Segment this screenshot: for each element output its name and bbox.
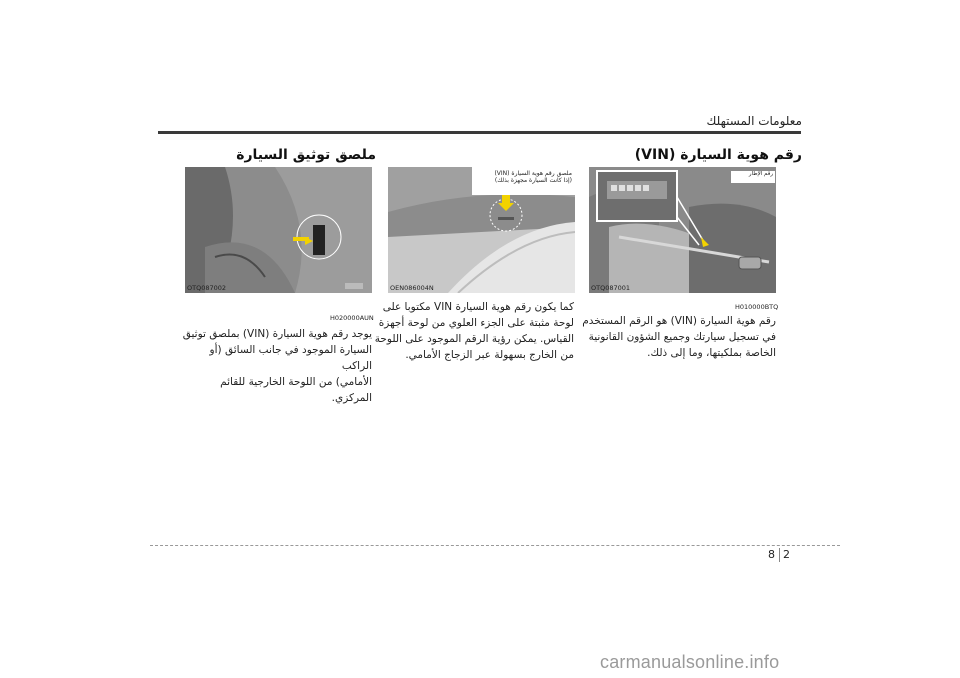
callout-line: ملصق رقم هوية السيارة (VIN) — [494, 170, 572, 177]
paragraph-line: لوحة مثبتة على الجزء العلوي من لوحة أجهزة — [378, 317, 574, 329]
right-ref-code: H010000BTQ — [735, 303, 779, 311]
page-number: 2 — [783, 548, 790, 561]
paragraph-line: السيارة الموجود في جانب السائق (أو الراكب — [209, 344, 372, 372]
right-photo-code: OTQ087001 — [591, 284, 631, 292]
footer-rule — [150, 545, 840, 546]
paragraph-line: القياس. يمكن رؤية الرقم الموجود على اللوحة — [374, 333, 574, 345]
left-photo-code: OTQ087002 — [187, 284, 227, 292]
paragraph-line: الخاصة بملكيتها، وما إلى ذلك. — [647, 347, 776, 359]
watermark: carmanualsonline.info — [600, 652, 780, 672]
callout-line: (إذا كانت السيارة مجهزة بذلك) — [494, 177, 572, 184]
paragraph-line: يوجد رقم هوية السيارة (VIN) بملصق توثيق — [182, 328, 372, 340]
page-number-divider — [779, 548, 780, 562]
left-ref-code: H020000AUN — [330, 314, 374, 322]
header-rule — [158, 131, 801, 134]
vin-description — [576, 313, 776, 361]
paragraph-line: في تسجيل سيارتك وجميع الشؤون القانونية — [588, 331, 776, 343]
paragraph-line: من الخارج بسهولة عبر الزجاج الأمامي. — [405, 349, 574, 361]
middle-photo-code: OEN086004N — [390, 284, 434, 292]
certification-label-description — [182, 326, 372, 406]
vin-label-callout — [494, 170, 572, 184]
vin-section-title: رقم هوية السيارة (VIN) — [634, 147, 802, 163]
certification-label-title: ملصق توثيق السيارة — [236, 147, 376, 163]
frame-number-callout: رقم الإطار — [748, 171, 773, 177]
paragraph-line: كما يكون رقم هوية السيارة VIN مكتوبا على — [382, 301, 574, 313]
frame-number-photo — [589, 167, 776, 293]
paragraph-line: رقم هوية السيارة (VIN) هو الرقم المستخدم — [582, 315, 776, 327]
dashboard-vin-photo — [388, 167, 575, 293]
certification-label-photo — [185, 167, 372, 293]
dashboard-vin-description — [374, 299, 574, 363]
section-header: معلومات المستهلك — [706, 114, 802, 128]
paragraph-line: الأمامي) من اللوحة الخارجية للقائم المركزي. — [220, 376, 372, 404]
chapter-number: 8 — [768, 548, 775, 561]
